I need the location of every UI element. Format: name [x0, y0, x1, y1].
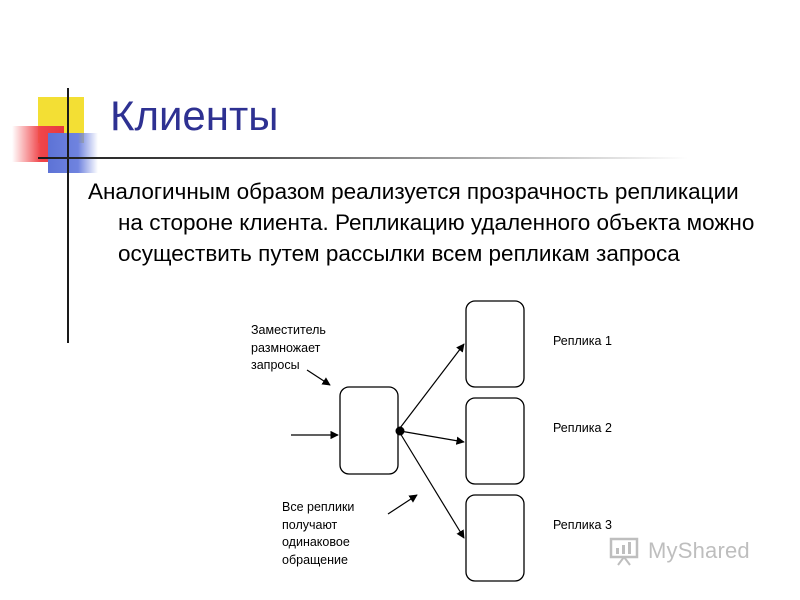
slide-title: Клиенты — [110, 92, 279, 139]
proxy-box — [340, 387, 398, 474]
replica-2-label: Реплика 2 — [553, 421, 612, 435]
replica-box-2 — [466, 398, 524, 484]
arrow-to-replica-2 — [400, 431, 464, 442]
replica-3-label: Реплика 3 — [553, 518, 612, 532]
watermark-text: MyShared — [648, 538, 750, 563]
arrow-to-replica-1 — [400, 344, 464, 428]
presentation-board-icon — [608, 536, 642, 566]
proxy-note-label: Заместитель размножает запросы — [251, 323, 326, 372]
all-replicas-note-label: Все реплики получают одинаковое обращение — [282, 500, 355, 567]
all-note-pointer — [388, 495, 417, 514]
slide-body-text: Аналогичным образом реализуется прозрачность репликации на стороне клиента. Репликацию удаленного объекта можно осуществить путем рассылки всем репликам запроса — [88, 179, 755, 266]
replica-1-label: Реплика 1 — [553, 334, 612, 348]
watermark — [608, 536, 750, 566]
arrow-to-replica-3 — [400, 433, 464, 538]
replica-box-1 — [466, 301, 524, 387]
replica-box-3 — [466, 495, 524, 581]
